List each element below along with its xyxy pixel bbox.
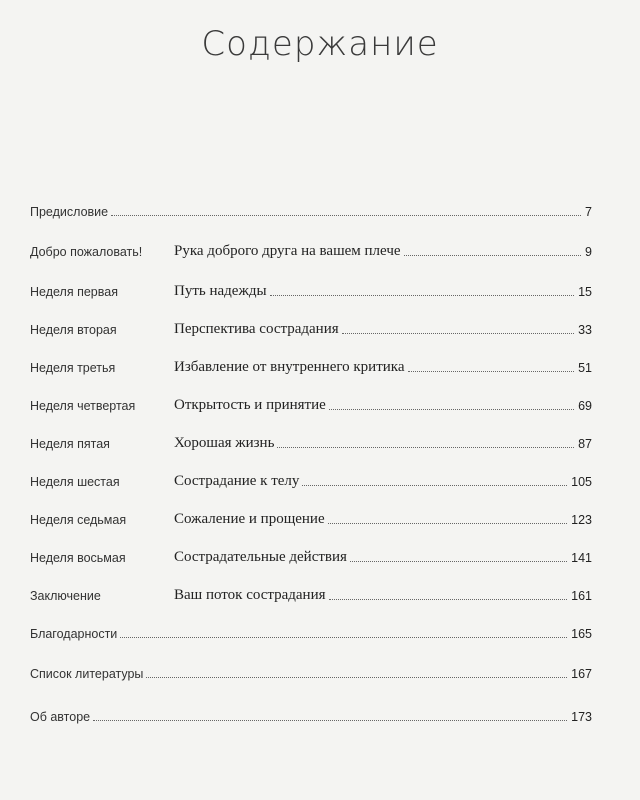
toc-section-label: Неделя пятая [30, 437, 110, 451]
toc-dot-leader [111, 214, 581, 216]
toc-section-label: Предисловие [30, 205, 109, 219]
toc-chapter-title: Избавление от внутреннего критика [174, 359, 405, 375]
toc-page-number: 33 [578, 323, 592, 337]
toc-entry[interactable] [30, 544, 592, 566]
toc-page-number: 141 [571, 551, 592, 565]
toc-section-label: Неделя седьмая [30, 513, 127, 527]
toc-page-number: 15 [578, 285, 592, 299]
toc-dot-leader [270, 294, 575, 296]
toc-dot-leader [146, 676, 567, 678]
toc-section-label: Неделя восьмая [30, 551, 126, 565]
toc-dot-leader [342, 332, 574, 334]
toc-chapter-title: Хорошая жизнь [174, 435, 275, 451]
toc-entry[interactable] [30, 582, 592, 604]
toc-page-number: 51 [578, 361, 592, 375]
toc-chapter-title: Перспектива сострадания [174, 321, 339, 337]
toc-dot-leader [328, 522, 568, 524]
toc-page-number: 167 [571, 667, 592, 681]
toc-page-number: 123 [571, 513, 592, 527]
toc-entry[interactable] [30, 278, 592, 300]
toc-dot-leader [350, 560, 567, 562]
toc-chapter-title: Сожаление и прощение [174, 511, 325, 527]
toc-page-number: 9 [585, 245, 592, 259]
toc-dot-leader [277, 446, 574, 448]
toc-entry[interactable] [30, 703, 592, 725]
toc-section-label: Об авторе [30, 710, 91, 724]
toc-entry[interactable] [30, 316, 592, 338]
page-title: Содержание [201, 24, 439, 64]
toc-entry[interactable] [30, 392, 592, 414]
toc-chapter-title: Сострадание к телу [174, 473, 300, 489]
toc-chapter-title: Рука доброго друга на вашем плече [174, 243, 401, 259]
toc-dot-leader [302, 484, 567, 486]
toc-page-number: 105 [571, 475, 592, 489]
toc-section-label: Неделя четвертая [30, 399, 136, 413]
toc-page-number: 69 [578, 399, 592, 413]
toc-entry[interactable] [30, 430, 592, 452]
toc-section-label: Список литературы [30, 667, 144, 681]
toc-entry[interactable] [30, 660, 592, 682]
toc-section-label: Добро пожаловать! [30, 245, 143, 259]
toc-section-label: Заключение [30, 589, 101, 603]
toc-chapter-title: Открытость и принятие [174, 397, 326, 413]
toc-entry[interactable] [30, 238, 592, 260]
toc-dot-leader [408, 370, 575, 372]
toc-entry[interactable] [30, 468, 592, 490]
toc-dot-leader [120, 636, 567, 638]
toc-page-number: 165 [571, 627, 592, 641]
toc-chapter-title: Сострадательные действия [174, 549, 347, 565]
toc-page-number: 161 [571, 589, 592, 603]
toc-entry[interactable] [30, 620, 592, 642]
toc-section-label: Неделя вторая [30, 323, 117, 337]
toc-chapter-title: Путь надежды [174, 283, 267, 299]
toc-dot-leader [404, 254, 582, 256]
toc-section-label: Неделя первая [30, 285, 118, 299]
toc-dot-leader [93, 719, 567, 721]
toc-page-number: 173 [571, 710, 592, 724]
toc-section-label: Благодарности [30, 627, 118, 641]
toc-section-label: Неделя шестая [30, 475, 120, 489]
toc-entry[interactable] [30, 506, 592, 528]
toc-page-number: 87 [578, 437, 592, 451]
toc-section-label: Неделя третья [30, 361, 116, 375]
toc-chapter-title: Ваш поток сострадания [174, 587, 326, 603]
toc-dot-leader [329, 598, 568, 600]
toc-entry[interactable] [30, 354, 592, 376]
toc-dot-leader [329, 408, 574, 410]
toc-page-number: 7 [585, 205, 592, 219]
toc-entry[interactable] [30, 198, 592, 220]
